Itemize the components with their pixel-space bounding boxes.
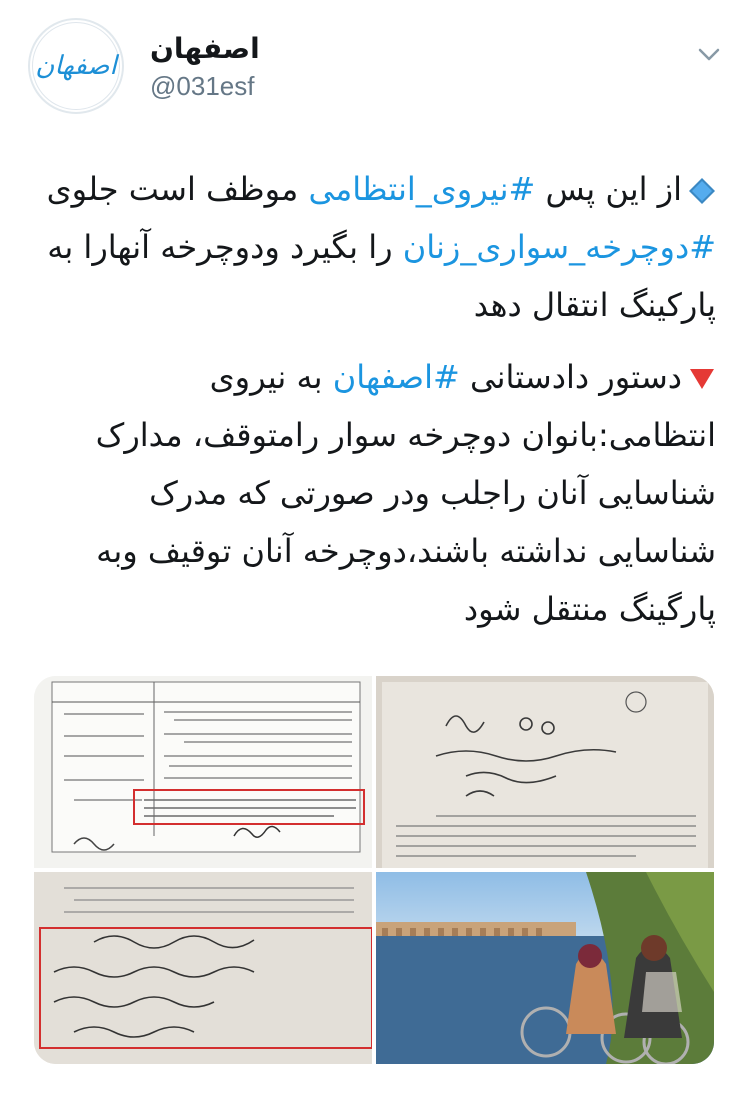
avatar-logo-text: اصفهان [35, 51, 117, 81]
tweet-text [34, 160, 716, 652]
paragraph-2 [34, 348, 716, 638]
avatar[interactable] [28, 18, 124, 114]
tweet-header [0, 14, 750, 124]
display-name[interactable]: اصفهان [150, 32, 260, 65]
chevron-down-icon[interactable] [698, 44, 720, 66]
photo-document-1[interactable] [34, 676, 372, 868]
photo-women-cycling[interactable] [376, 872, 714, 1064]
avatar-logo [32, 22, 120, 110]
media-grid [34, 676, 714, 1064]
hashtag-police[interactable]: #نیروی_انتظامی [308, 170, 536, 208]
p1-text-3: را بگیرد ودوچرخه آنهارا به پارکینگ انتقال دهد [47, 228, 716, 324]
account-names[interactable] [150, 32, 260, 102]
blue-diamond-icon [688, 177, 716, 205]
photo-document-2[interactable] [376, 676, 714, 868]
p1-text-2: موظف است جلوی [46, 170, 309, 208]
hashtag-isfahan[interactable]: #اصفهان [332, 358, 460, 396]
hashtag-women-cycling[interactable]: #دوچرخه_سواری_زنان [402, 228, 716, 266]
p2-text-2: به نیروی انتظامی:بانوان دوچرخه سوار رامتوقف، مدارک شناسایی آنان راجلب ودر صورتی که مدرک شناسایی نداشته باشند،دوچرخه آنان توقیف وبه پارگینگ منتقل شود [95, 358, 716, 628]
handle[interactable]: @031esf [150, 71, 255, 101]
paragraph-1 [34, 160, 716, 334]
red-triangle-icon [688, 367, 716, 391]
p1-text-1: از این پس [535, 170, 682, 208]
photo-document-3[interactable] [34, 872, 372, 1064]
p2-text-1: دستور دادستانی [459, 358, 682, 396]
